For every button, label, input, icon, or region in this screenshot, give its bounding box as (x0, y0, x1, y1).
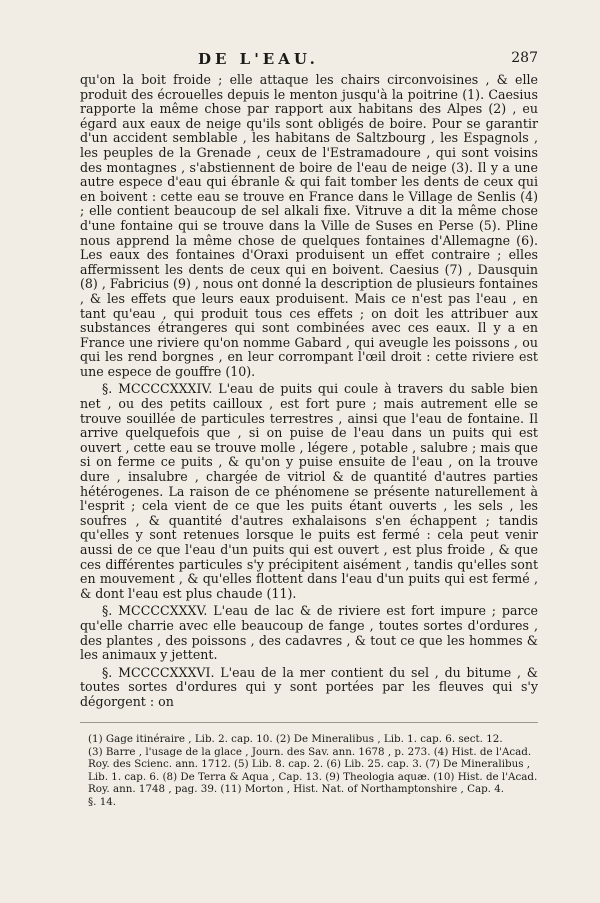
footnote-line: (3) Barre , l'usage de la glace , Journ. des Sav. ann. 1678 , p. 273. (4) Hist. de l'Acad. (88, 745, 532, 758)
paragraph-section-1436: §. MCCCCXXXVI. L'eau de la mer contient du sel , du bitume , & toutes sortes d'ordures qui y sont portées par les fleuves qui s'y dégorgent : on (80, 664, 538, 709)
footnote-line: §. 14. (88, 795, 117, 808)
paragraph-continued: qu'on la boit froide ; elle attaque les chairs circonvoisines , & elle produit des écrouelles depuis le menton jusqu'à la poitrine (1). Caesius rapporte la même chose par rapport aux habitans des Alpes (2) , eu égard aux eaux de neige qu'ils sont obligés de boire. Pour se garantir d'un accident semblable , les habitans de Saltzbourg , les Espagnols , les peuples de la Grenade , ceux de l'Estramadoure , qui sont voisins des montagnes , s'abstiennent de boire de l'eau de neige (3). Il y a une autre espece d'eau qui ébranle & qui fait tomber les dents de ceux qui en boivent : cette eau se trouve en France dans le Village de Senlis (4) ; elle contient beaucoup de sel alkali fixe. Vitruve a dit la même chose d'une fontaine qui se trouve dans la Ville de Suses en Perse (5). Pline nous apprend la même chose de quelques fontaines d'Allemagne (6). Les eaux des fontaines d'Oraxi produisent un effet contraire ; elles affermissent les dents de ceux qui en boivent. Caesius (7) , Dausquin (8) , Fabricius (9) , nous ont donné la description de plusieurs fontaines , & les effets que leurs eaux produisent. Mais ce n'est pas l'eau , en tant qu'eau , qui produit tous ces effets ; on doit les attribuer aux substances étrangeres qui sont combinées avec ces eaux. Il y a en France une riviere qu'on nomme Gabard , qui aveugle les poissons , ou qui les rend borgnes , en leur corrompant l'œil droit : cette riviere est une espece de gouffre (10). (80, 72, 538, 379)
main-text (80, 73, 538, 713)
paragraph-section-1435: §. MCCCCXXXV. L'eau de lac & de riviere est fort impure ; parce qu'elle charrie avec elle beaucoup de fange , toutes sortes d'ordures , des plantes , des poissons , des cadavres , & tout ce que les hommes & les animaux y jettent. (80, 603, 538, 663)
footnote-line: Roy. des Scienc. ann. 1712. (5) Lib. 8. cap. 2. (6) Lib. 25. cap. 3. (7) De Mineralibus , (88, 758, 531, 771)
footnotes (88, 733, 538, 809)
footnote-line: (1) Gage itinéraire , Lib. 2. cap. 10. (2) De Mineralibus , Lib. 1. cap. 6. sect. 12. (88, 733, 503, 745)
page-header (80, 50, 544, 70)
footnote-divider (80, 722, 538, 723)
footnote-line: Lib. 1. cap. 6. (8) De Terra & Aqua , Cap. 13. (9) Theologia aquæ. (10) Hist. de l'Acad. (88, 770, 538, 783)
running-title: DE L'EAU. (198, 50, 319, 68)
footnote-line: Roy. ann. 1748 , pag. 39. (11) Morton , Hist. Nat. of Northamptonshire , Cap. 4. (88, 783, 505, 796)
page-number: 287 (511, 50, 538, 66)
paragraph-section-1434: §. MCCCCXXXIV. L'eau de puits qui coule à travers du sable bien net , ou des petits cailloux , est fort pure ; mais autrement elle se trouve souillée de particules terrestres , ainsi que l'eau de fontaine. Il arrive quelquefois que , si on puise de l'eau dans un puits qui est ouvert , cette eau se trouve molle , légere , potable , salubre ; mais que si on ferme ce puits , & qu'on y puise ensuite de l'eau , on la trouve dure , insalubre , chargée de vitriol & de quantité d'autres parties hétérogenes. La raison de ce phénomene se présente naturellement à l'esprit ; cela vient de ce que les puits étant ouverts , les sels , les soufres , & quantité d'autres exhalaisons s'en échappent ; tandis qu'elles y sont retenues lorsque le puits est fermé : cela peut venir aussi de ce que l'eau d'un puits qui est ouvert , est plus froide , & que ces différentes particules s'y précipitent aisément , tandis qu'elles sont en mouvement , & qu'elles flottent dans l'eau d'un puits qui est fermé , & dont l'eau est plus chaude (11). (80, 381, 538, 601)
